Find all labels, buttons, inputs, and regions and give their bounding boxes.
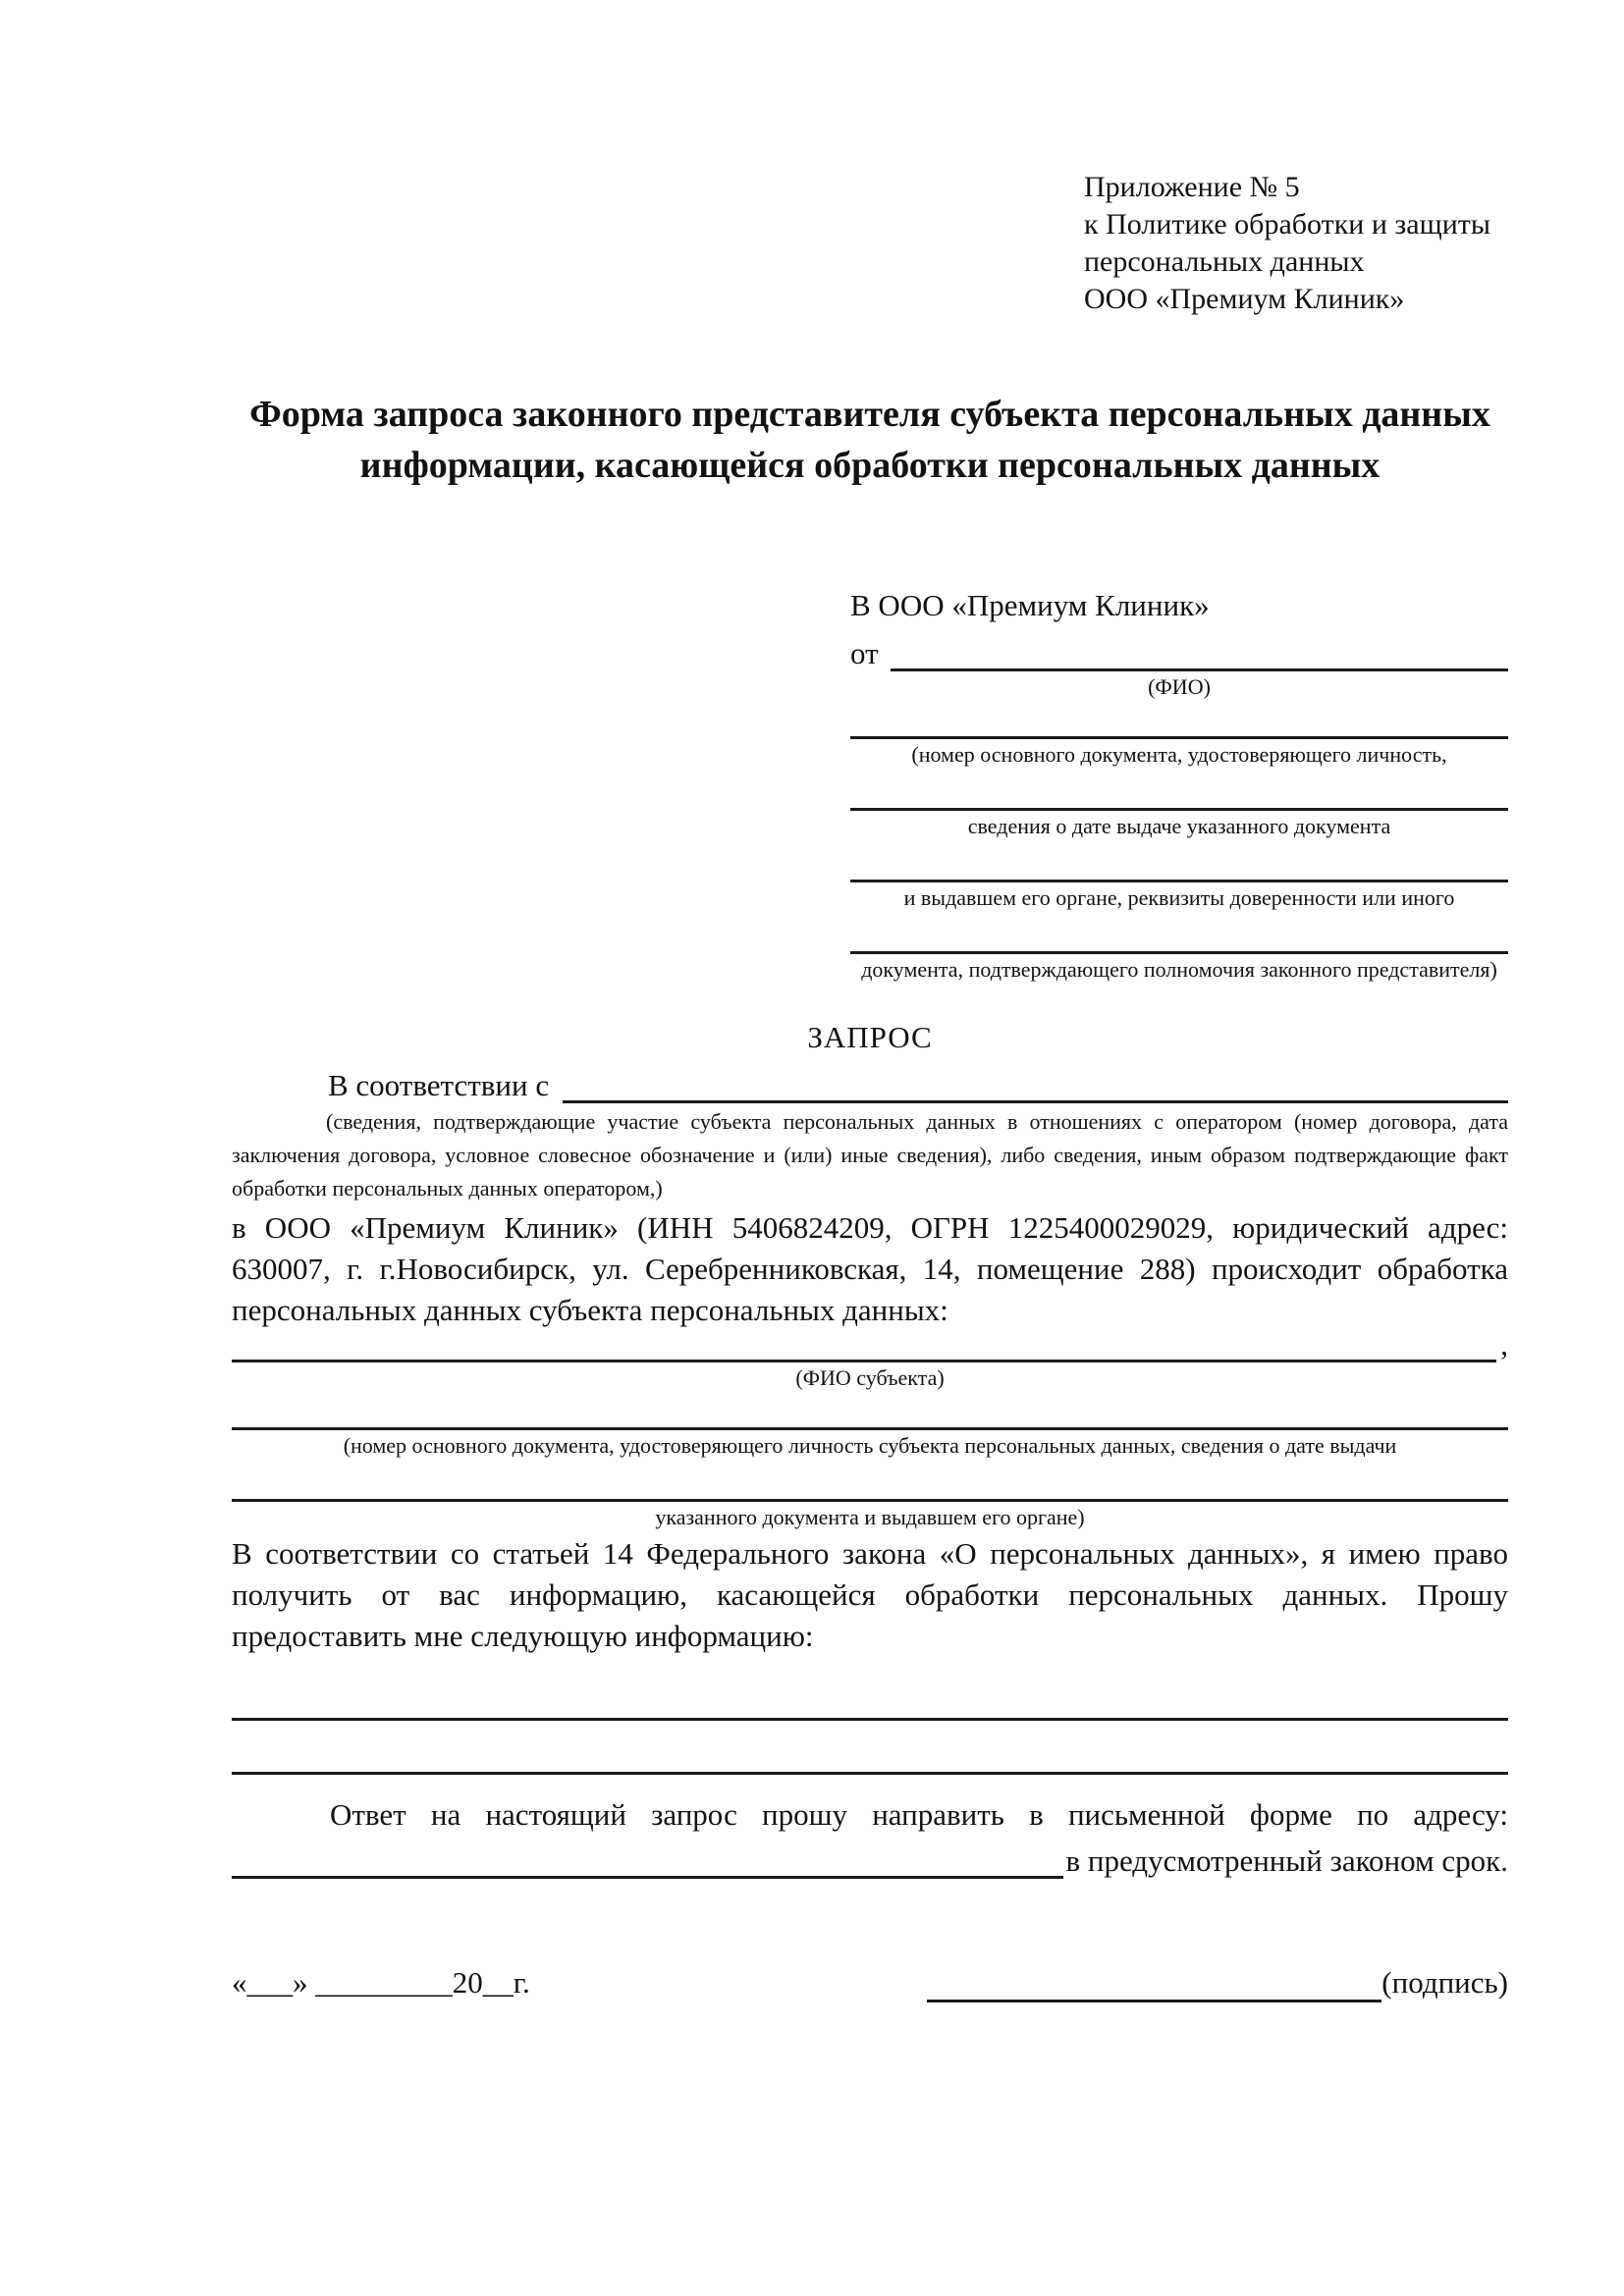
request-heading: ЗАПРОС xyxy=(807,1020,933,1054)
date-line: «___» _________20__г. xyxy=(232,1965,530,2000)
rights-paragraph: В соответствии со статьей 14 Федерального закона «О персональных данных», я имею право получить от вас информацию, касающейся обработки персональных данных. Прошу предоставить мне следующую информацию: xyxy=(232,1536,1508,1653)
footer-row xyxy=(232,1963,1508,2002)
doc-issuer-fill-line xyxy=(850,840,1508,882)
field-caption-fio: (ФИО) xyxy=(1148,674,1211,699)
reply-suffix: в предусмотренный законом срок. xyxy=(1065,1843,1508,1878)
subject-field-caption-issuer: указанного документа и выдавшем его органе) xyxy=(655,1505,1085,1529)
in-accordance-row xyxy=(232,1058,1508,1103)
field-caption-authority-doc: документа, подтверждающего полномочия законного представителя) xyxy=(861,957,1497,982)
form-title: Форма запроса законного представителя субъекта персональных данных информации, касающейся обработки персональных данных xyxy=(249,394,1490,486)
operator-paragraph: в ООО «Премиум Клиник» (ИНН 5406824209, ОГРН 1225400029029, юридический адрес: 630007, г. г.Новосибирск, ул. Серебренниковская, 14, помещение 288) происходит обработка персональных данных субъекта персональных данных: xyxy=(232,1210,1508,1327)
doc-date-fill-line xyxy=(850,769,1508,811)
subject-field-caption-fio: (ФИО субъекта) xyxy=(795,1365,945,1390)
field-caption-doc-number: (номер основного документа, удостоверяющего личность, xyxy=(911,742,1447,767)
appendix-header-line: ООО «Премиум Клиник» xyxy=(1084,283,1405,315)
authority-doc-fill-line xyxy=(850,912,1508,954)
from-row xyxy=(850,626,1508,671)
appendix-header-line: к Политике обработки и защиты xyxy=(1084,208,1491,240)
field-caption-doc-issuer: и выдавшем его органе, реквизиты доверенности или иного xyxy=(903,885,1455,910)
reply-address-fill-line xyxy=(232,1876,1063,1879)
appendix-header-line: персональных данных xyxy=(1084,245,1365,278)
subject-doc-issuer-fill-line xyxy=(232,1460,1508,1502)
basis-fill-line xyxy=(563,1100,1508,1103)
subject-doc-fill-line xyxy=(232,1392,1508,1430)
info-request-fill-line-2 xyxy=(232,1721,1508,1775)
field-caption-doc-date: сведения о дате выдаче указанного документа xyxy=(967,814,1391,838)
info-request-fill-line-1 xyxy=(232,1657,1508,1721)
reply-address-row xyxy=(232,1836,1508,1879)
subject-fio-fill-line xyxy=(232,1360,1496,1362)
subject-field-caption-doc: (номер основного документа, удостоверяющего личность субъекта персональных данных, сведения о дате выдачи xyxy=(343,1433,1397,1458)
appendix-header-line: Приложение № 5 xyxy=(1084,171,1300,203)
addressee-to-line: В ООО «Премиум Клиник» xyxy=(850,588,1210,622)
doc-number-fill-line xyxy=(850,701,1508,739)
basis-fine-print: (сведения, подтверждающие участие субъекта персональных данных в отношениях с оператором (номер договора, дата заключения договора, условное словесное обозначение и (или) иные сведения), либо сведения, иным образом подтверждающие факт обработки персональных данных оператором,) xyxy=(232,1109,1508,1201)
appendix-header xyxy=(1084,169,1508,318)
signature-fill-line xyxy=(927,2000,1381,2002)
addressee-block xyxy=(850,585,1508,984)
in-accordance-label: В соответствии с xyxy=(328,1068,550,1102)
signature-group xyxy=(927,1963,1508,2002)
subject-fio-row xyxy=(232,1327,1508,1362)
trailing-comma: , xyxy=(1500,1327,1508,1362)
signature-caption: (подпись) xyxy=(1381,1965,1508,2000)
from-label: от xyxy=(850,636,879,670)
reply-paragraph: Ответ на настоящий запрос прошу направить в письменной форме по адресу: xyxy=(330,1797,1508,1832)
fio-fill-line xyxy=(891,668,1508,671)
